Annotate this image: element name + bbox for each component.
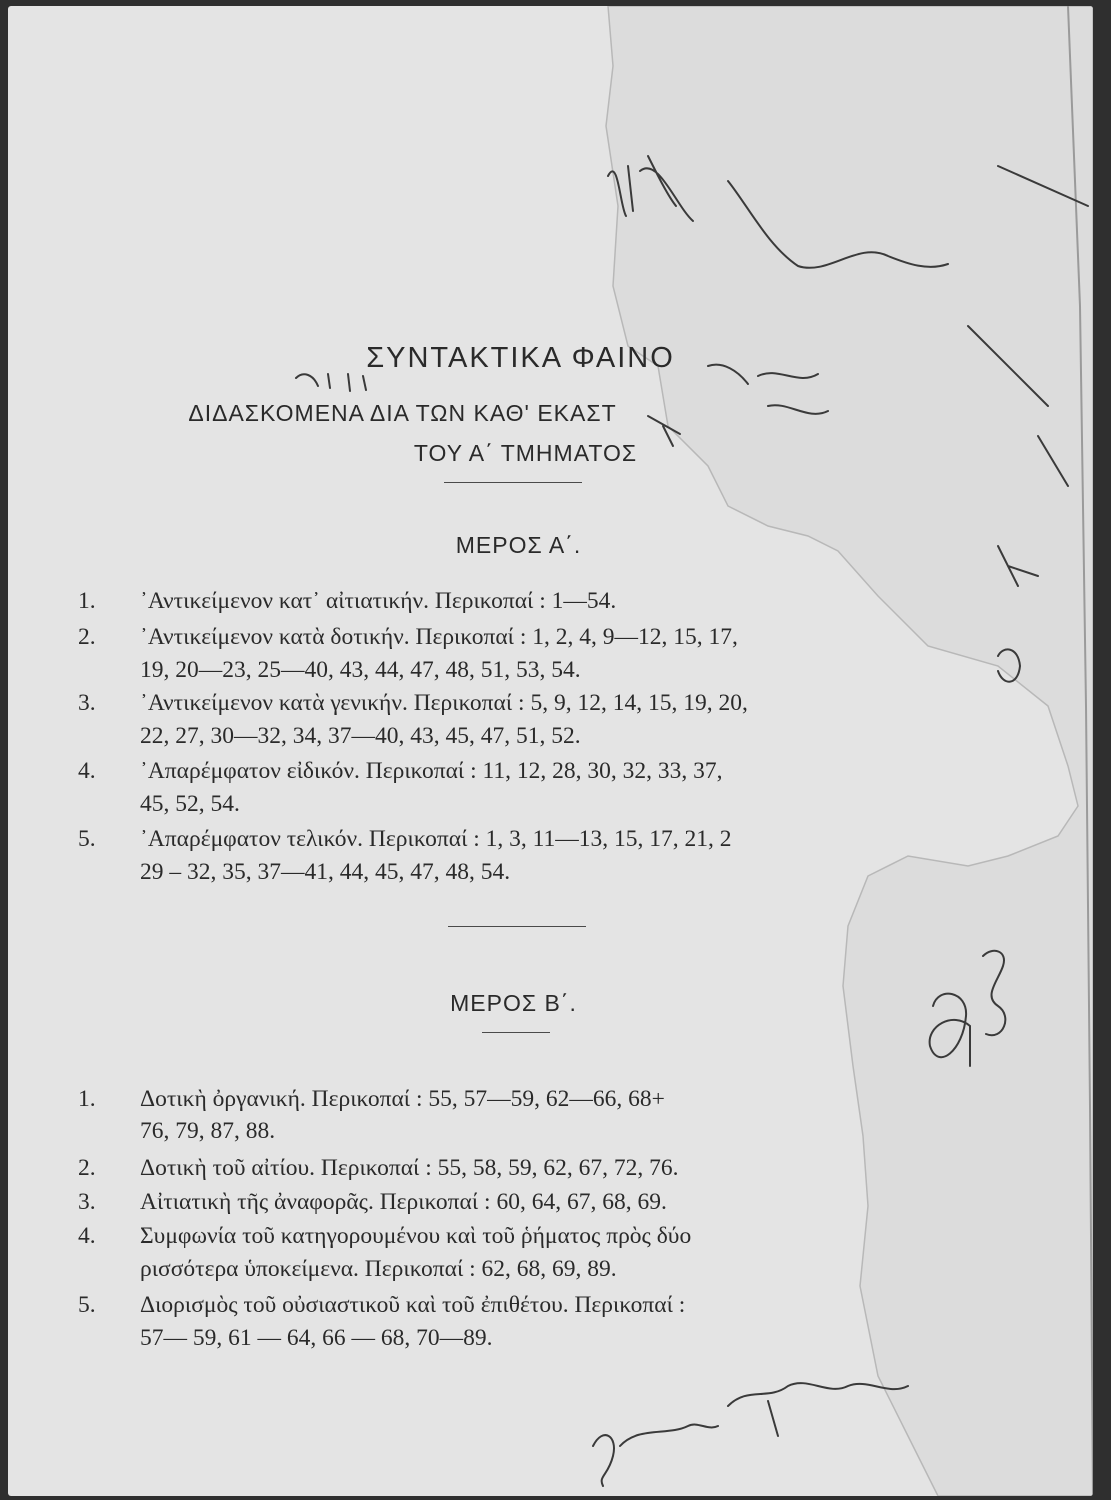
item-number: 5. bbox=[78, 1292, 96, 1318]
item-text: 57— 59, 61 — 64, 66 — 68, 70—89. bbox=[140, 1325, 493, 1351]
item-text: Συμφωνία τοῦ κατηγορουμένου καὶ τοῦ ῥήματος πρὸς δύο bbox=[140, 1223, 692, 1249]
document-page bbox=[8, 6, 1093, 1496]
part-b-heading: ΜΕΡΟΣ Β΄. bbox=[450, 990, 577, 1016]
item-text: ᾿Απαρέμφατον εἰδικόν. Περικοπαί : 11, 12, 28, 30, 32, 33, 37, bbox=[140, 758, 723, 784]
item-number: 5. bbox=[78, 826, 96, 852]
subtitle-text: ΔΙΔΑΣΚΟΜΕΝΑ ΔΙΑ ΤΩΝ ΚΑΘ' ΕΚΑΣΤ bbox=[188, 400, 617, 426]
item-number: 2. bbox=[78, 1155, 96, 1181]
item-text: ρισσότερα ὑποκείμενα. Περικοπαί : 62, 68, 69, 89. bbox=[140, 1256, 617, 1282]
item-text: ᾿Απαρέμφατον τελικόν. Περικοπαί : 1, 3, 11—13, 15, 17, 21, 2 bbox=[140, 826, 732, 852]
item-text: ᾿Αντικείμενον κατὰ δοτικήν. Περικοπαί : 1, 2, 4, 9—12, 15, 17, bbox=[140, 624, 738, 650]
item-number: 4. bbox=[78, 758, 96, 784]
item-number: 3. bbox=[78, 690, 96, 716]
item-text: 19, 20—23, 25—40, 43, 44, 47, 48, 51, 53, 54. bbox=[140, 657, 581, 683]
title-text: ΣΥΝΤΑΚΤΙΚΑ ΦΑΙΝΟ bbox=[366, 342, 675, 374]
item-number: 1. bbox=[78, 588, 96, 614]
item-text: ᾿Αντικείμενον κατὰ γενικήν. Περικοπαί : 5, 9, 12, 14, 15, 19, 20, bbox=[140, 690, 748, 716]
item-text: Διορισμὸς τοῦ οὐσιαστικοῦ καὶ τοῦ ἐπιθέτου. Περικοπαί : bbox=[140, 1292, 686, 1318]
item-number: 1. bbox=[78, 1086, 96, 1112]
item-text: 29 – 32, 35, 37—41, 44, 45, 47, 48, 54. bbox=[140, 859, 511, 885]
subtitle2-text: ΤΟΥ Α΄ ΤΜΗΜΑΤΟΣ bbox=[413, 440, 638, 466]
handwriting-scribbles bbox=[8, 6, 1093, 1496]
item-text: Αἰτιατικὴ τῆς ἀναφορᾶς. Περικοπαί : 60, 64, 67, 68, 69. bbox=[140, 1189, 667, 1215]
item-text: 22, 27, 30—32, 34, 37—40, 43, 45, 47, 51, 52. bbox=[140, 723, 581, 749]
item-text: ᾿Αντικείμενον κατ᾿ αἰτιατικήν. Περικοπαί : 1—54. bbox=[140, 588, 617, 614]
item-text: 76, 79, 87, 88. bbox=[140, 1118, 276, 1144]
item-number: 4. bbox=[78, 1223, 96, 1249]
item-text: Δοτικὴ τοῦ αἰτίου. Περικοπαί : 55, 58, 59, 62, 67, 72, 76. bbox=[140, 1155, 679, 1181]
item-number: 2. bbox=[78, 624, 96, 650]
item-number: 3. bbox=[78, 1189, 96, 1215]
part-a-heading: ΜΕΡΟΣ Α΄. bbox=[455, 532, 582, 558]
item-text: 45, 52, 54. bbox=[140, 791, 240, 817]
item-text: Δοτικὴ ὀργανική. Περικοπαί : 55, 57—59, 62—66, 68+ bbox=[140, 1086, 665, 1112]
